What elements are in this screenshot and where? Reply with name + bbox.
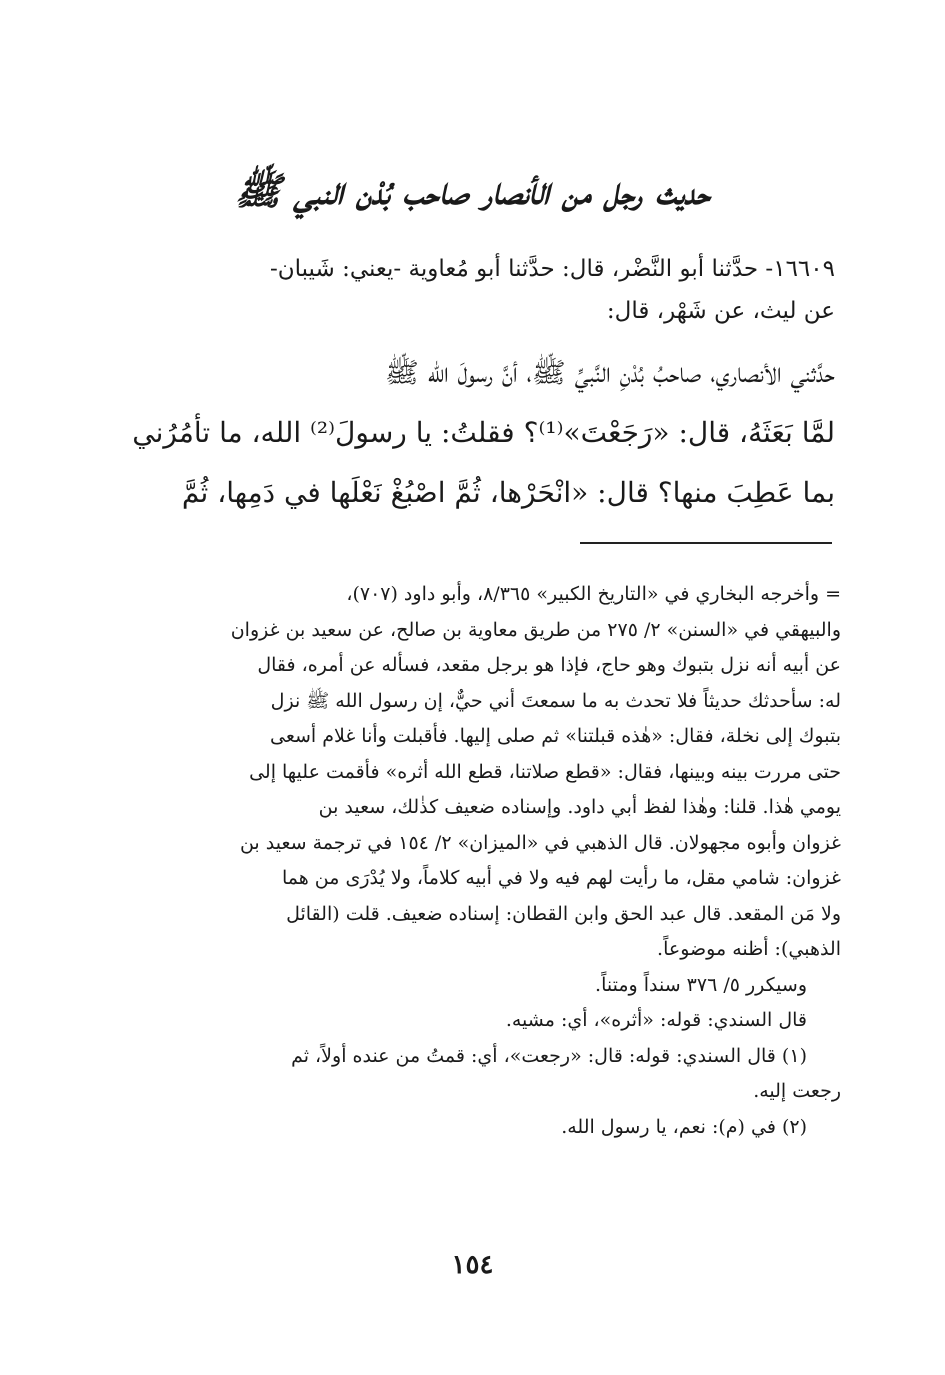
footnote-line: حتى مررت بينه وبينها، فقال: «قطع صلاتنا، قطع الله أثره» فأقمت عليها إلى bbox=[249, 760, 841, 783]
isnad-line: عن ليث، عن شَهْر، قال: bbox=[606, 298, 835, 324]
footnote-line: ولا مَن المقعد. قال عبد الحق وابن القطان: إسناده ضعيف. قلت (القائل bbox=[286, 902, 841, 925]
hadith-line: لمَّا بَعَثَهُ، قال: «رَجَعْتَ»⁽¹⁾؟ فقلتُ: يا رسولَ⁽²⁾ الله، ما تأمُرُني bbox=[132, 416, 835, 449]
footnote-2: (٢) في (م): نعم، يا رسول الله. bbox=[561, 1115, 807, 1138]
footnotes bbox=[105, 577, 841, 1145]
hadith-line: بما عَطِبَ منها؟ قال: «انْحَرْها، ثُمَّ اصْبُغْ نَعْلَها في دَمِها، ثُمَّ bbox=[181, 476, 835, 509]
footnote-line: بتبوك إلى نخلة، فقال: «هٰذه قبلتنا» ثم صلى إليها. فأقبلت وأنا غلام أسعى bbox=[269, 725, 841, 747]
footnote-divider bbox=[580, 542, 832, 544]
footnote-line: يومي هٰذا. قلنا: وهٰذا لفظ أبي داود. وإسناده ضعيف كذٰلك، سعيد بن bbox=[318, 796, 841, 818]
isnad-chain bbox=[115, 248, 835, 332]
page-number: ١٥٤ bbox=[451, 1250, 494, 1280]
hadith-text bbox=[105, 343, 835, 523]
hadith-line: حدَّثني الأنصاري، صاحبُ بُدْنِ النَّبيِّ ﷺ، أنَّ رسولَ الله ﷺ bbox=[385, 356, 835, 389]
footnote-line: = وأخرجه البخاري في «التاريخ الكبير» ٨/٣٦٥، وأبو داود (٧٠٧)، bbox=[346, 583, 841, 605]
footnote-line: غزوان: شامي مقل، ما رأيت لهم فيه ولا في أبيه كلاماً، ولا يُدْرَى من هما bbox=[281, 867, 841, 889]
chapter-title: حديث رجل من الأنصار صاحب بُدْن النبي ﷺ bbox=[234, 168, 711, 213]
repeat-note: وسيكرر ٥/ ٣٧٦ سنداً ومتناً. bbox=[595, 973, 807, 996]
footnote-line: عن أبيه أنه نزل بتبوك وهو حاج، فإذا هو برجل مقعد، فسأله عن أمره، فقال bbox=[257, 654, 841, 676]
sindi-note: قال السندي: قوله: «أثره»، أي: مشيه. bbox=[505, 1009, 807, 1031]
isnad-line: ١٦٦٠٩- حدَّثنا أبو النَّضْر، قال: حدَّثنا أبو مُعاوية -يعني: شَيبان- bbox=[269, 256, 835, 282]
footnote-line: والبيهقي في «السنن» ٢/ ٢٧٥ من طريق معاوية بن صالح، عن سعيد بن غزوان bbox=[230, 618, 841, 641]
footnote-line: له: سأحدثك حديثاً فلا تحدث به ما سمعتَ أني حيٌّ، إن رسول الله ﷺ نزل bbox=[270, 689, 841, 712]
footnote-1: (١) قال السندي: قوله: قال: «رجعت»، أي: قمتُ من عنده أولاً، ثم bbox=[291, 1044, 807, 1067]
footnote-1-continued: رجعت إليه. bbox=[753, 1080, 841, 1102]
footnote-line: الذهبي): أظنه موضوعاً. bbox=[657, 938, 841, 960]
footnote-line: غزوان وأبوه مجهولان. قال الذهبي في «الميزان» ٢/ ١٥٤ في ترجمة سعيد بن bbox=[239, 831, 841, 854]
